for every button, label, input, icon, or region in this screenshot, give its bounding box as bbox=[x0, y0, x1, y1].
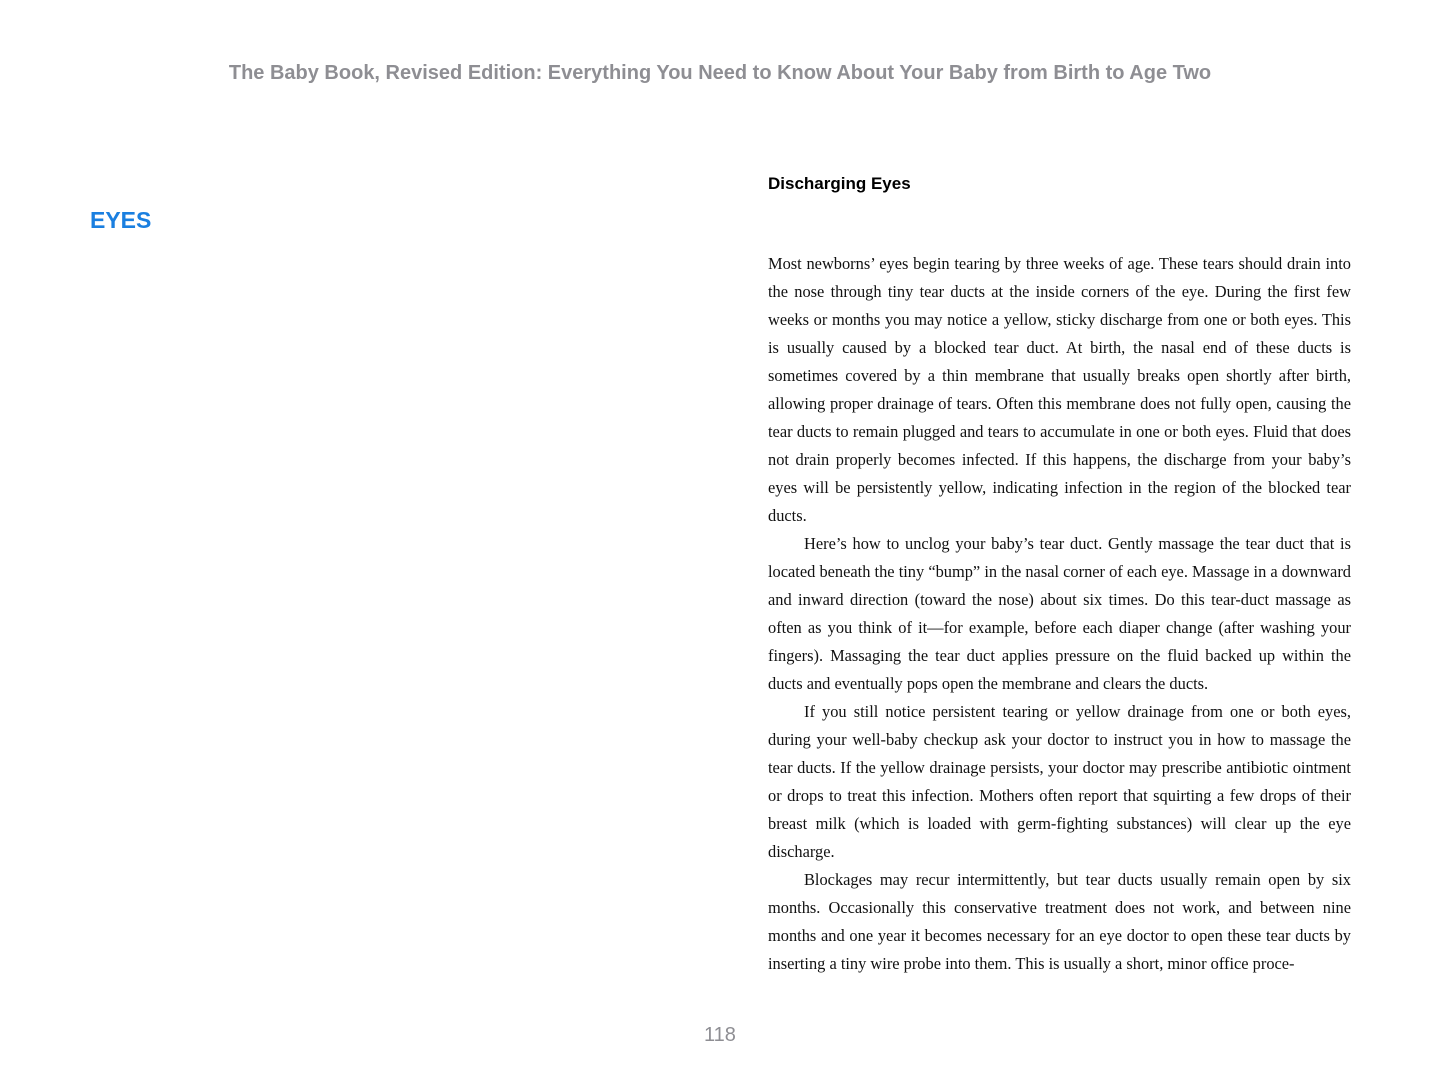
paragraph: Blockages may recur intermittently, but tear ducts usually remain open by six months. Occasionally this conservative treatment does not work, and between nine months and one year it becomes necessary for an eye doctor to open these tear ducts by inserting a tiny wire probe into them. This is usually a short, minor office proce- bbox=[768, 870, 1351, 973]
page-number: 118 bbox=[704, 1024, 736, 1046]
paragraph: Here’s how to unclog your baby’s tear duct. Gently massage the tear duct that is located beneath the tiny “bump” in the nasal corner of each eye. Massage in a downward and inward direction (toward the nose) about six times. Do this tear-duct massage as often as you think of it—for example, before each diaper change (after washing your fingers). Massaging the tear duct applies pressure on the fluid backed up within the ducts and eventually pops open the membrane and clears the ducts. bbox=[768, 534, 1351, 693]
paragraph: If you still notice persistent tearing or yellow drainage from one or both eyes, during your well-baby checkup ask your doctor to instruct you in how to massage the tear ducts. If the yellow drainage persists, your doctor may prescribe antibiotic ointment or drops to treat this infection. Mothers often report that squirting a few drops of their breast milk (which is loaded with germ-fighting substances) will clear up the eye discharge. bbox=[768, 702, 1351, 861]
subheading: Discharging Eyes bbox=[768, 174, 911, 193]
right-page bbox=[768, 170, 1351, 978]
paragraph: Most newborns’ eyes begin tearing by three weeks of age. These tears should drain into the nose through tiny tear ducts at the inside corners of the eye. During the first few weeks or months you may notice a yellow, sticky discharge from one or both eyes. This is usually caused by a blocked tear duct. At birth, the nasal end of these ducts is sometimes covered by a thin membrane that usually breaks open shortly after birth, allowing proper drainage of tears. Often this membrane does not fully open, causing the tear ducts to remain plugged and tears to accumulate in one or both eyes. Fluid that does not drain properly becomes infected. If this happens, the discharge from your baby’s eyes will be persistently yellow, indicating infection in the region of the blocked tear ducts. bbox=[768, 254, 1351, 525]
body-text bbox=[768, 250, 1351, 978]
section-heading: EYES bbox=[90, 207, 152, 233]
book-title: The Baby Book, Revised Edition: Everything You Need to Know About Your Baby from Birth to Age Two bbox=[228, 62, 1212, 84]
